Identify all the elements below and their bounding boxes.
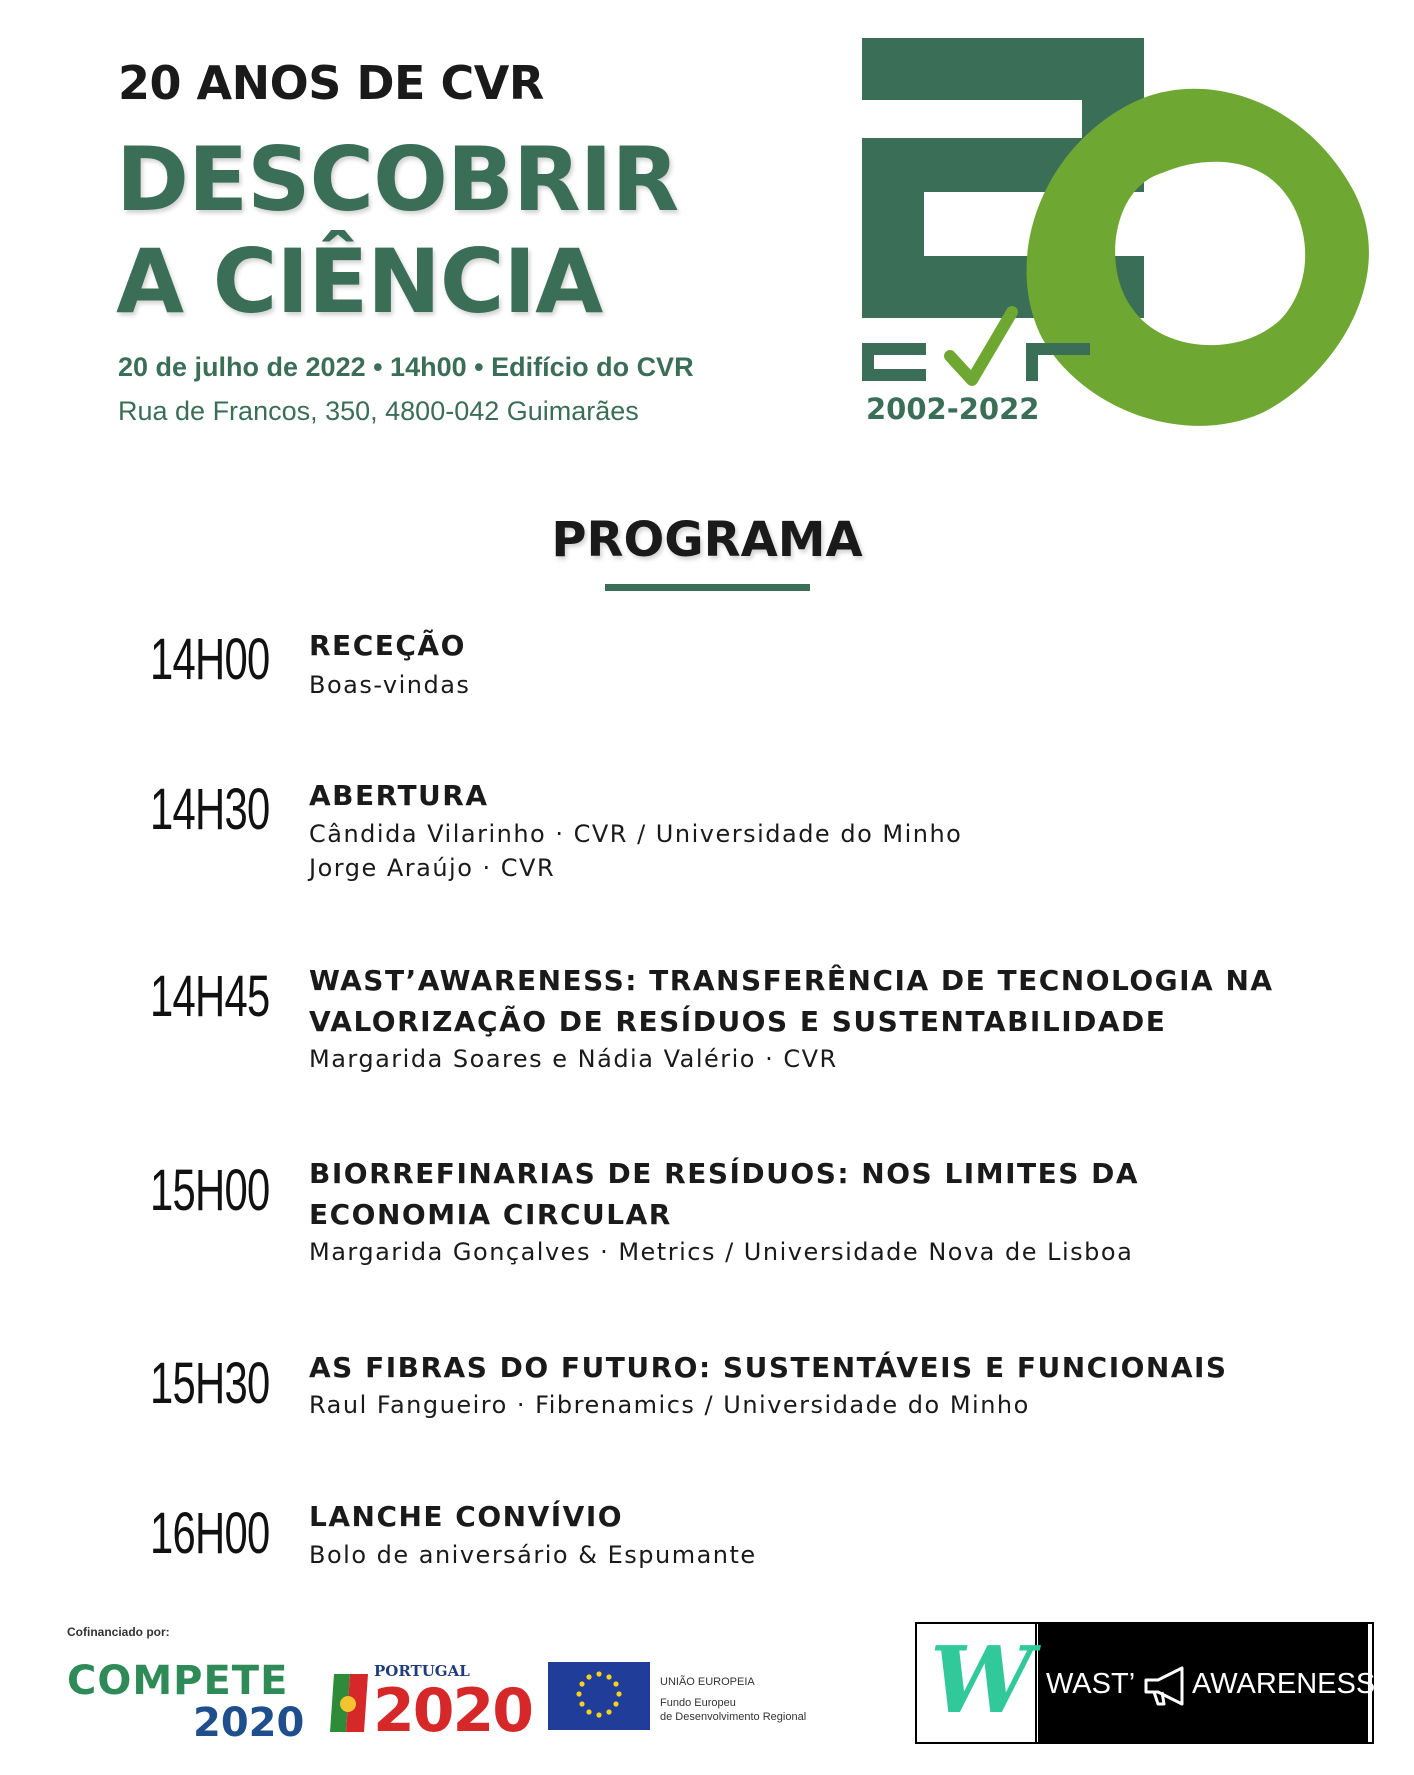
wast-awareness-w-mark: W	[930, 1626, 1034, 1734]
event-kicker: 20 ANOS DE CVR	[118, 56, 544, 110]
headline-line-2: A CIÊNCIA	[116, 230, 603, 333]
compete-2020-logo: COMPETE	[67, 1658, 289, 1704]
wast-awareness-wordmark-left: WAST’	[1046, 1668, 1136, 1700]
megaphone-icon	[1142, 1664, 1190, 1708]
program-item-detail: Boas-vindas	[309, 671, 471, 699]
compete-2020-year: 2020	[193, 1700, 305, 1746]
program-title: PROGRAMA	[551, 512, 863, 568]
program-item-title: WAST’AWARENESS: TRANSFERÊNCIA DE TECNOLOGIA NA VALORIZAÇÃO DE RESÍDUOS E SUSTENTABILIDADE	[309, 964, 1274, 1038]
program-item-time: 14H30	[150, 777, 270, 842]
eu-fund-label: Fundo Europeu	[660, 1697, 736, 1709]
program-item-detail: Raul Fangueiro · Fibrenamics / Universidade do Minho	[309, 1391, 1030, 1419]
eu-union-label: UNIÃO EUROPEIA	[660, 1676, 755, 1688]
logo-check-icon	[950, 312, 1012, 380]
program-item-title: AS FIBRAS DO FUTURO: SUSTENTÁVEIS E FUNCIONAIS	[309, 1351, 1228, 1384]
program-item-title: BIORREFINARIAS DE RESÍDUOS: NOS LIMITES DA ECONOMIA CIRCULAR	[309, 1157, 1140, 1231]
cofinanced-label: Cofinanciado por:	[67, 1625, 170, 1639]
program-item-detail: Margarida Soares e Nádia Valério · CVR	[309, 1045, 838, 1073]
portugal-2020-label: PORTUGAL	[374, 1662, 470, 1680]
program-item-time: 15H00	[150, 1158, 270, 1223]
event-date: 20 de julho de 2022 • 14h00 • Edifício do CVR	[118, 352, 694, 382]
eu-fund-label-2: de Desenvolvimento Regional	[660, 1711, 807, 1723]
program-item-title: ABERTURA	[309, 779, 489, 812]
cvr-20-years-logo	[862, 38, 1382, 428]
wast-awareness-wordmark-right: AWARENESS	[1192, 1668, 1376, 1700]
program-item-time: 16H00	[150, 1501, 270, 1566]
program-item-detail: Cândida Vilarinho · CVR / Universidade do Minho	[309, 820, 963, 848]
program-item-detail: Jorge Araújo · CVR	[309, 854, 556, 882]
headline-line-1: DESCOBRIR	[116, 128, 679, 231]
program-title-underline	[605, 584, 810, 591]
eu-flag-icon	[548, 1662, 650, 1730]
event-address: Rua de Francos, 350, 4800-042 Guimarães	[118, 396, 639, 426]
logo-years: 2002-2022	[866, 392, 1040, 426]
portugal-flag-icon	[328, 1670, 372, 1736]
program-item-detail: Margarida Gonçalves · Metrics / Universidade Nova de Lisboa	[309, 1238, 1134, 1266]
program-item-title: RECEÇÃO	[309, 629, 466, 662]
program-item-time: 14H00	[150, 627, 270, 692]
program-item-detail: Bolo de aniversário & Espumante	[309, 1541, 757, 1569]
program-item-title: LANCHE CONVÍVIO	[309, 1500, 624, 1533]
portugal-2020-year: 2020	[373, 1676, 532, 1746]
program-item-time: 15H30	[150, 1351, 270, 1416]
program-item-time: 14H45	[150, 964, 270, 1029]
logo-cvr-mark	[862, 343, 926, 381]
